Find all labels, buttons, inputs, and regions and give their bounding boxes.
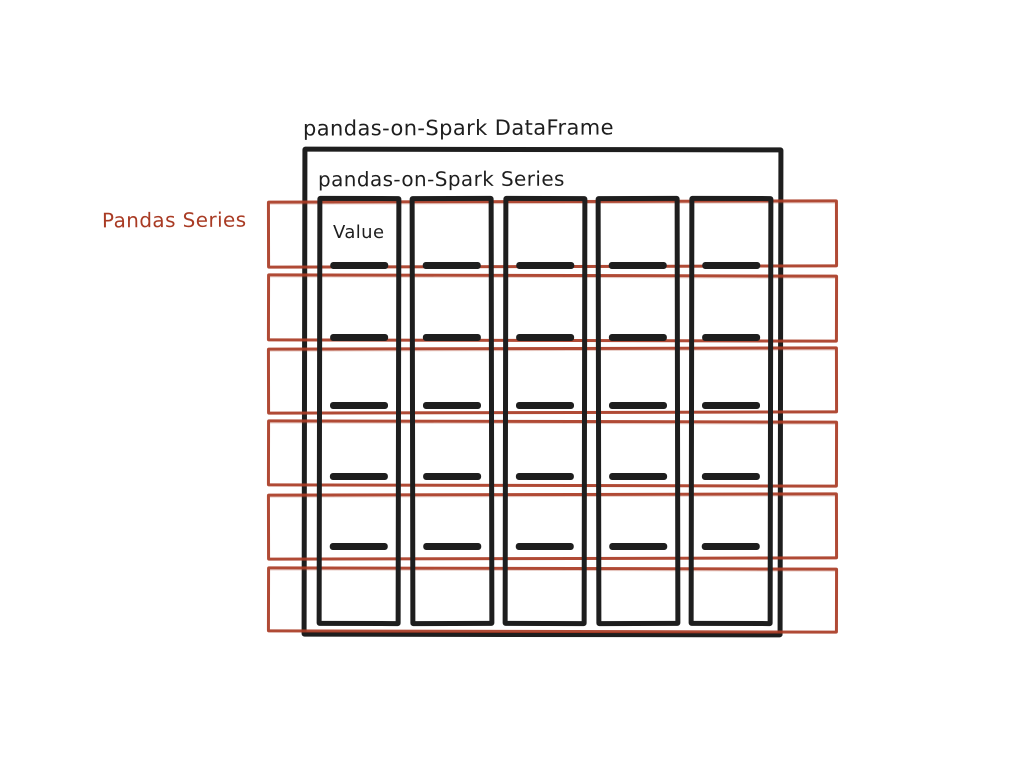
cell-divider <box>423 334 481 341</box>
cell-divider <box>516 543 574 550</box>
cell-divider <box>516 262 574 269</box>
pandas-series-label: Pandas Series <box>101 207 247 233</box>
cell-divider <box>423 402 481 409</box>
spark-column <box>596 196 681 626</box>
cell-divider <box>516 473 574 480</box>
cell-divider <box>516 334 574 341</box>
cell-divider <box>609 334 667 341</box>
cell-divider <box>702 473 760 480</box>
spark-column <box>689 196 774 626</box>
cell-divider <box>702 334 760 341</box>
cell-divider <box>516 402 574 409</box>
spark-column <box>317 196 402 626</box>
cell-divider <box>702 262 760 269</box>
spark-series-label: pandas-on-Spark Series <box>317 166 565 192</box>
cell-divider <box>609 543 667 550</box>
cell-divider <box>423 543 481 550</box>
spark-column <box>410 196 495 626</box>
cell-divider <box>609 402 667 409</box>
spark-column <box>503 196 588 626</box>
cell-divider <box>702 402 760 409</box>
cell-divider <box>330 262 388 269</box>
cell-divider <box>330 402 388 409</box>
cell-divider <box>423 262 481 269</box>
cell-divider <box>609 262 667 269</box>
cell-divider <box>330 543 388 550</box>
cell-divider <box>609 473 667 480</box>
dataframe-title: pandas-on-Spark DataFrame <box>302 115 614 141</box>
cell-divider <box>702 543 760 550</box>
cell-value-label: Value <box>333 222 385 243</box>
cell-divider <box>330 473 388 480</box>
cell-divider <box>423 473 481 480</box>
cell-divider <box>330 334 388 341</box>
